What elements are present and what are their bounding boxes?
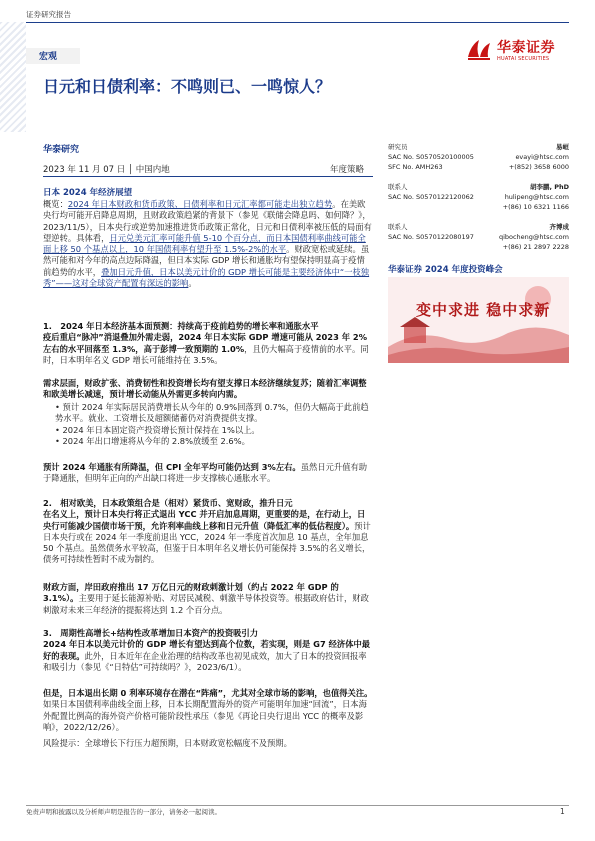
analyst-card: 研究员 易峘 SAC No. S0570520100005 evayi@htsc.com SFC No. AMH263 +(852) 3658 6000 <box>388 143 569 171</box>
summary-highlight-3: 叠加日元升值，日本以美元计价的 GDP 增长可能是主要经济体中“一枝独秀”——这对全球资产配置有深远的影响 <box>43 266 370 289</box>
demand-paragraph: 需求层面，财政扩张、消费韧性和投资增长均有望支撑日本经济继续复苏；随着汇率调整和欧美增长减速，预计增长动能从外需更多转向内需。 <box>43 378 367 400</box>
analyst-email[interactable]: hulipeng@htsc.com <box>504 193 569 201</box>
section-2-paragraph: 2. 相对欧美，日本政策组合是（相对）紧货币、宽财政，推升日元 在名义上，预计日本央行将正式退出 YCC 并开启加息周期，更重要的是，在行动上，日央行可能减少国债市场干预，允许利率曲线上移和日元升值（降低汇率的低估程度）。预计日本央行或在 2024 年一季度前退出 YCC，2024 年一季度首次加息 10 基点，全年加息 50 个基点。虽然债务水平较高，但鉴于日本明年名义增长仍可能保持 3.5%的名义增长，债务可持续性暂时不成为制约。 <box>43 498 371 565</box>
logo-text-cn: 华泰证券 <box>497 40 555 56</box>
summary-highlight-1: 2024 年日本财政和货币政策、日债利率和日元汇率都可能走出独立趋势 <box>67 199 333 209</box>
summary-paragraph: 概览：2024 年日本财政和货币政策、日债利率和日元汇率都可能走出独立趋势。在美欧央行均可能开启降息周期，且财政政策趋紧的背景下（参见《联储会降息吗、如何降？》，2023/11/5），日本央行或逆势加速推进货币政策正常化，日元和日债利率被压低的局面有望逆转。具体看，日元兑美元汇率可能升值 5-10 个百分点，而日本国债利率曲线可能全面上移 50 个基点以上，10 年国债利率有望升至 1.5%-2%的水平。财政宽松或延续。虽然可能和对今年的高点边际降温，但日本实际 GDP 增长和通胀均有望保持明显高于疫情前趋势的水平，叠加日元升值，日本以美元计价的 GDP 增长可能是主要经济体中“一枝独秀”——这对全球资产配置有深远的影响。 <box>43 199 372 289</box>
summary-heading: 日本 2024 年经济展望 <box>43 188 133 198</box>
cpi-paragraph: 预计 2024 年通胀有所降温，但 CPI 全年平均可能仍达到 3%左右。虽然日元升值有助于降通胀，但明年正向的产出缺口将进一步支撑核心通胀水平。 <box>43 462 368 484</box>
summit-promo-title: 华泰证券 2024 年度投资峰会 <box>388 265 503 275</box>
section-1-paragraph: 1. 2024 年日本经济基本面预测：持续高于疫前趋势的增长率和通胀水平 疫后重启“脉冲”消退叠加外需走弱，2024 年日本实际 GDP 增速可能从 2023 年 2%左右的水平回落至 1.3%，高于彭博一致预期的 1.0%，且仍大幅高于疫情前的水平。同时，日本明年名义 GDP 增长可能维持在 3.5%。 <box>43 321 369 365</box>
doc-type-label: 证券研究报告 <box>26 10 71 19</box>
footer-disclaimer: 免责声明和披露以及分析师声明是报告的一部分，请务必一起阅读。 <box>26 808 221 816</box>
summit-banner-illustration <box>388 277 569 363</box>
analyst-card: 联系人 胡李鹏, PhD SAC No. S0570122120062 hulipeng@htsc.com +(86) 10 6321 1166 <box>388 183 569 211</box>
decorative-hatch <box>0 22 26 132</box>
section-3-heading: 3. 周期性高增长+结构性改革增加日本资产的投资吸引力 <box>43 628 259 638</box>
summit-slogan: 变中求进 稳中求新 <box>416 301 551 319</box>
analyst-name: 胡李鹏, PhD <box>529 183 569 191</box>
section-3-paragraph: 3. 周期性高增长+结构性改革增加日本资产的投资吸引力 2024 年日本以美元计价的 GDP 增长有望达到高个位数，若实现，则是 G7 经济体中最好的表现。此外，日本近年在企业治理的结构改革也初见成效，加大了日本的投资回报率和吸引力（参见《“日特估”可持续吗？》，2023/6/1）。 <box>43 628 371 672</box>
summary-highlight-2: 日元兑美元汇率可能升值 5-10 个百分点，而日本国债利率曲线可能全面上移 50 个基点以上，10 年国债利率有望升至 1.5%-2%的水平 <box>43 232 366 255</box>
analyst-card: 联系人 齐博成 SAC No. S0570122080197 qibocheng@htsc.com +(86) 21 2897 2228 <box>388 223 569 251</box>
footer-divider <box>26 805 569 806</box>
header-divider <box>26 22 569 23</box>
huatai-logo <box>466 36 572 66</box>
bullet-list <box>43 402 373 447</box>
report-date: 2023 年 11 月 07 日 │ 中国内地 <box>43 165 170 175</box>
risk-outflow-paragraph: 但是，日本退出长期 0 利率环境存在潜在“阵痛”，尤其对全球市场的影响，也值得关注。如果日本国债利率曲线全面上移，日本长期配置海外的资产可能明年加速“回流”，日本海外配置比例高的海外资产价格可能阶段性承压（参见《再论日央行退出 YCC 的概率及影响》，2022/12/26）。 <box>43 688 373 732</box>
bullet-item-export: • 2024 年出口增速将从今年的 2.8%放缓至 2.6%。 <box>55 435 250 446</box>
meta-divider <box>43 176 373 177</box>
report-type: 年度策略 <box>330 165 365 175</box>
section-2-heading: 2. 相对欧美，日本政策组合是（相对）紧货币、宽财政，推升日元 <box>43 498 293 508</box>
section-1-heading: 1. 2024 年日本经济基本面预测：持续高于疫前趋势的增长率和通胀水平 <box>43 321 319 331</box>
analyst-email[interactable]: qibocheng@htsc.com <box>498 233 569 241</box>
analyst-name: 易峘 <box>556 143 569 151</box>
category-label: 宏观 <box>39 52 58 62</box>
analyst-email[interactable]: evayi@htsc.com <box>515 153 569 161</box>
page-number: 1 <box>560 807 565 816</box>
huatai-logo-icon <box>466 37 492 61</box>
analyst-name: 齐博成 <box>549 223 569 231</box>
bullet-item-investment: • 2024 年日本固定资产投资增长预计保持在 1%以上。 <box>55 424 260 435</box>
bullet-item-consumption: • 预计 2024 年实际居民消费增长从今年的 0.9%回落到 0.7%，但仍大幅高于此前趋势水平。就业、工资增长及超额储蓄仍对消费提供支撑。 <box>55 402 369 424</box>
logo-text-en: HUATAI SECURITIES <box>497 56 550 62</box>
summit-promo-image[interactable] <box>388 277 569 363</box>
risk-warning: 风险提示：全球增长下行压力超预期，日本财政宽松幅度不及预期。 <box>43 738 292 748</box>
fiscal-paragraph: 财政方面，岸田政府推出 17 万亿日元的财政刺激计划（约占 2022 年 GDP 的 3.1%）。主要用于延长能源补贴、对居民减税、刺激半导体投资等。根据政府估计，财政刺激对未来三年经济的提振将达到 1.2 个百分点。 <box>43 582 369 615</box>
brand-label: 华泰研究 <box>43 145 80 155</box>
report-title: 日元和日债利率：不鸣则已、一鸣惊人？ <box>43 77 332 96</box>
